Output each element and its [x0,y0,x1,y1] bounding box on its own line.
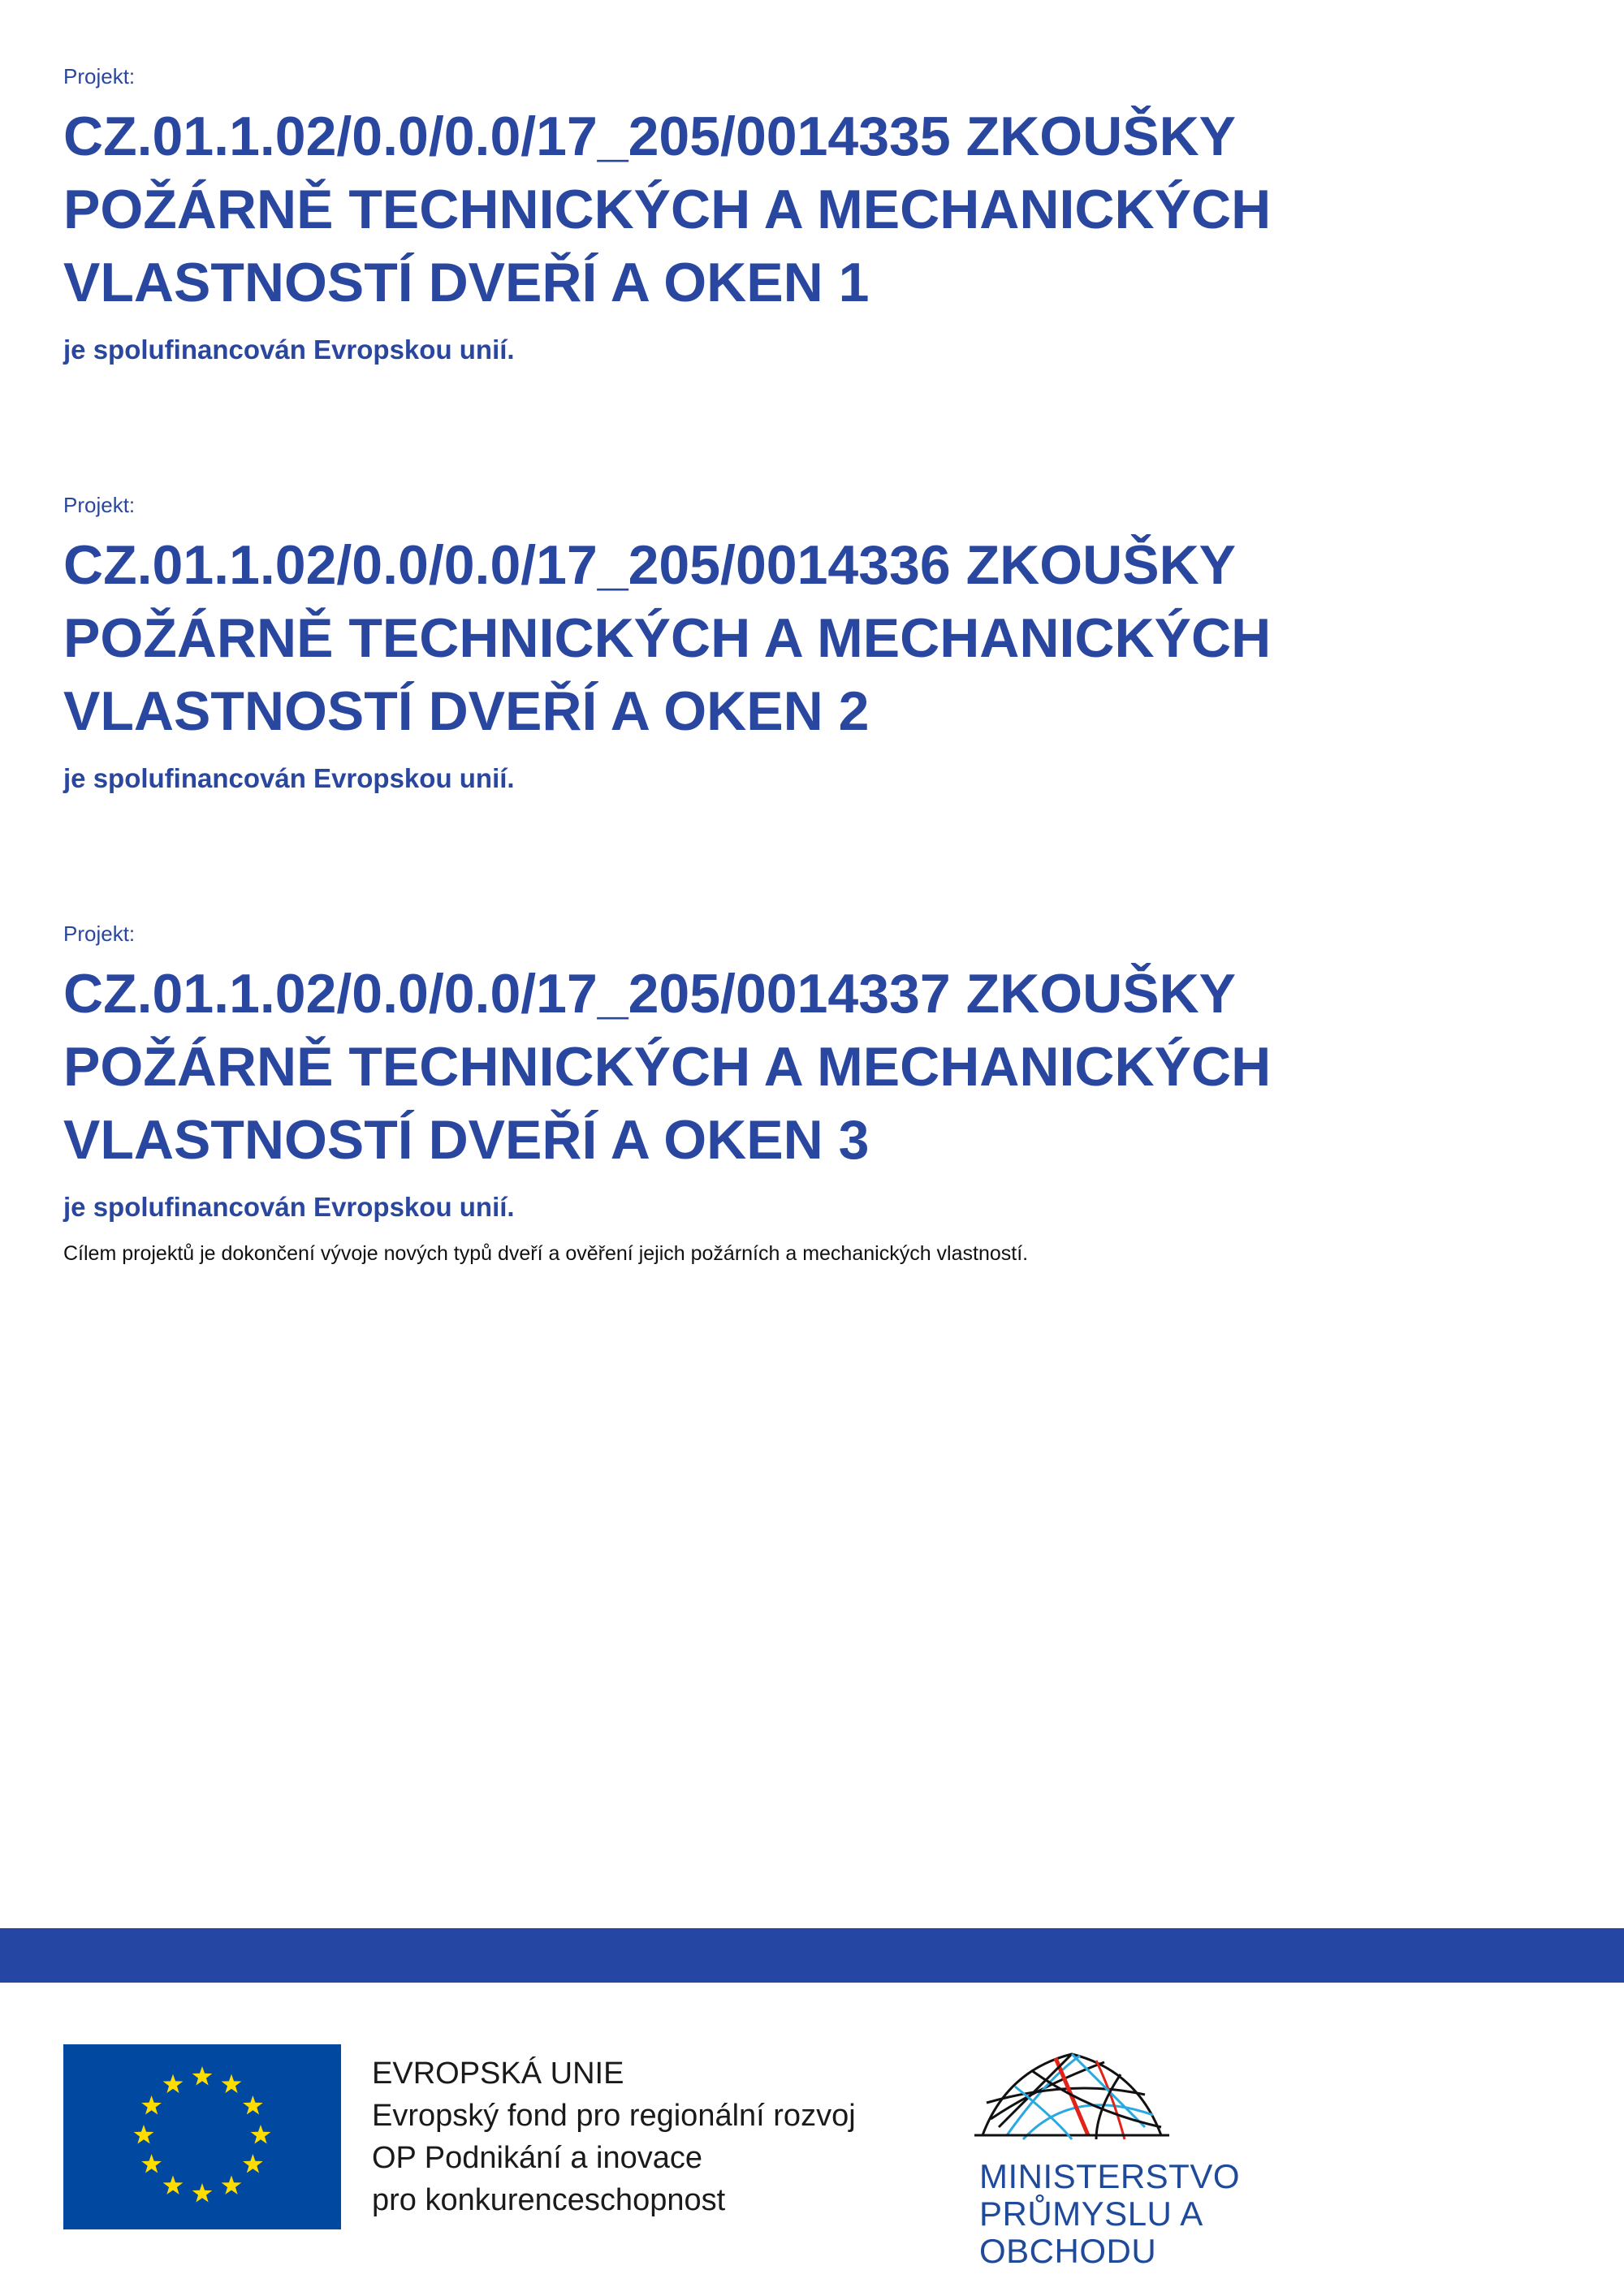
cofinance-text: je spolufinancován Evropskou unií. [63,334,515,365]
project-label: Projekt: [63,64,136,88]
project-goal-text: Cílem projektů je dokončení vývoje nových typů dveří a ověření jejich požárních a mechanických vlastností. [63,1242,1029,1265]
project-title-line: POŽÁRNĚ TECHNICKÝCH A MECHANICKÝCH [63,606,1272,669]
project-title-line: VLASTNOSTÍ DVEŘÍ A OKEN 1 [63,251,870,313]
project-1 [63,65,1525,365]
project-label: Projekt: [63,493,136,517]
project-3 [63,922,1525,1223]
project-label: Projekt: [63,921,136,946]
eu-text-line: pro konkurenceschopnost [372,2183,726,2217]
eu-text-line: OP Podnikání a inovace [372,2141,703,2175]
project-title-line: CZ.01.1.02/0.0/0.0/17_205/0014335 ZKOUŠKY [63,105,1237,167]
ministry-name-line: MINISTERSTVO [979,2157,1241,2195]
eu-stars [63,2044,341,2229]
footer-blue-bar [0,1928,1624,1983]
cofinance-text: je spolufinancován Evropskou unií. [63,1191,515,1222]
eu-fund-text [372,2052,856,2221]
project-title-line: POŽÁRNĚ TECHNICKÝCH A MECHANICKÝCH [63,178,1272,240]
eu-text-line: Evropský fond pro regionální rozvoj [372,2099,856,2133]
eu-flag-icon [63,2044,341,2229]
project-title-line: CZ.01.1.02/0.0/0.0/17_205/0014336 ZKOUŠKY [63,533,1237,596]
ministry-name [979,2158,1380,2270]
ministry-globe-icon [974,2038,1169,2151]
project-title-line: CZ.01.1.02/0.0/0.0/17_205/0014337 ZKOUŠKY [63,962,1237,1025]
project-title [63,100,1525,319]
project-title-line: VLASTNOSTÍ DVEŘÍ A OKEN 2 [63,680,870,742]
project-title [63,529,1525,748]
project-title-line: POŽÁRNĚ TECHNICKÝCH A MECHANICKÝCH [63,1035,1272,1098]
project-title-line: VLASTNOSTÍ DVEŘÍ A OKEN 3 [63,1108,870,1171]
eu-text-line: EVROPSKÁ UNIE [372,2056,624,2091]
ministry-name-line: PRŮMYSLU A OBCHODU [979,2195,1202,2270]
project-2 [63,494,1525,794]
cofinance-text: je spolufinancován Evropskou unií. [63,762,515,793]
project-title [63,957,1525,1176]
ministry-logo [974,2038,1380,2270]
